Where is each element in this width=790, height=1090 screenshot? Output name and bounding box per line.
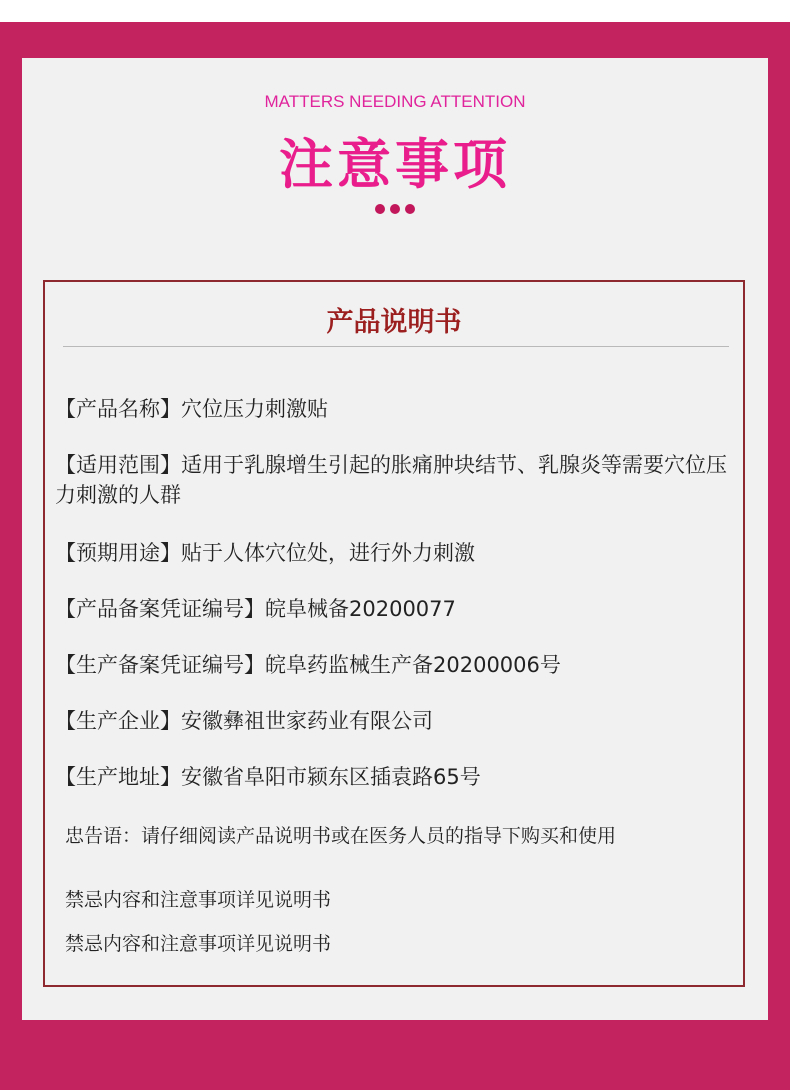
row-intended-use — [55, 538, 733, 568]
row-label: 【生产企业】 — [55, 709, 181, 733]
warning-text: 忠告语：请仔细阅读产品说明书或在医务人员的指导下购买和使用 — [65, 825, 617, 847]
contraindication-text: 禁忌内容和注意事项详见说明书 — [65, 933, 332, 955]
dot-icon — [405, 204, 415, 214]
row-product-record-number — [55, 594, 733, 624]
row-value: 安徽彝祖世家药业有限公司 — [181, 709, 433, 733]
row-value: 穴位压力刺激贴 — [181, 397, 328, 421]
row-label: 【预期用途】 — [55, 541, 181, 565]
row-label: 【适用范围】 — [55, 453, 181, 477]
row-address — [55, 762, 733, 792]
contraindication-text: 禁忌内容和注意事项详见说明书 — [65, 889, 332, 911]
row-production-record-number — [55, 650, 733, 680]
row-value: 皖阜械备20200077 — [265, 597, 456, 621]
dot-icon — [375, 204, 385, 214]
product-manual-box — [43, 280, 745, 987]
manual-title: 产品说明书 — [326, 307, 462, 338]
row-value: 贴于人体穴位处，进行外力刺激 — [181, 541, 475, 565]
row-value: 安徽省阜阳市颍东区插袁路65号 — [181, 765, 481, 789]
row-label: 【生产备案凭证编号】 — [55, 653, 265, 677]
row-value: 适用于乳腺增生引起的胀痛肿块结节、乳腺炎等需要穴位压力刺激的人群 — [55, 453, 727, 507]
row-value: 皖阜药监械生产备20200006号 — [265, 653, 561, 677]
divider — [63, 346, 729, 347]
row-label: 【生产地址】 — [55, 765, 181, 789]
content-panel — [22, 58, 768, 1020]
row-product-name — [55, 394, 733, 424]
decorative-dots — [22, 204, 768, 216]
row-scope — [55, 450, 733, 510]
dot-icon — [390, 204, 400, 214]
english-subtitle: MATTERS NEEDING ATTENTION — [264, 92, 526, 111]
page-title: 注意事项 — [279, 133, 511, 196]
row-label: 【产品备案凭证编号】 — [55, 597, 265, 621]
row-manufacturer — [55, 706, 733, 736]
row-label: 【产品名称】 — [55, 397, 181, 421]
